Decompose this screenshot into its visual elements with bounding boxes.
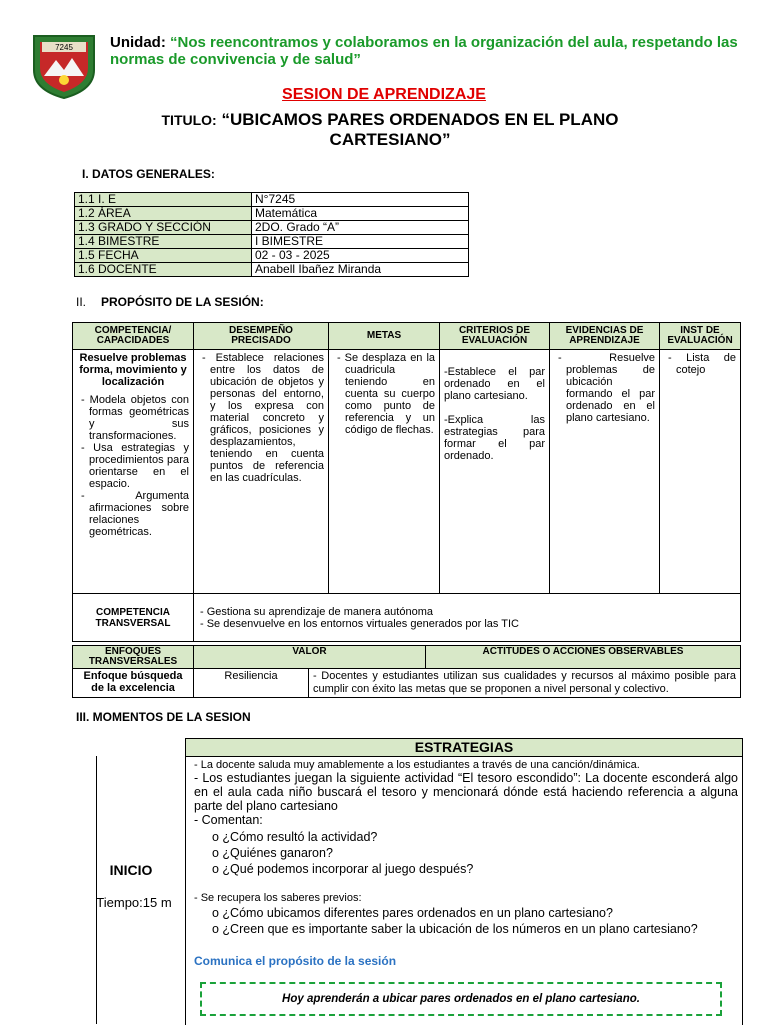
capacidad-item: - Modela objetos con formas geométricas y sus transformaciones.: [81, 394, 189, 442]
capacidad-item: - Argumenta afirmaciones sobre relaciones geométricas.: [81, 490, 189, 538]
desempeno-cell: [194, 350, 329, 594]
datos-value: Anabell Ibañez Miranda: [252, 263, 469, 277]
capacidad-item: - Usa estrategias y procedimientos para orientarse en el espacio.: [81, 442, 189, 490]
datos-table: [74, 192, 469, 277]
title-label: TITULO:: [161, 112, 217, 128]
desempeno-text: - Establece relaciones entre los datos de ubicación de objetos y personas del entorno, y los expresa con material concreto y gráficos, posiciones y desplazamientos, teniendo en cuenta puntos de referencia en las cuadrículas.: [202, 352, 324, 484]
header-desempeno: DESEMPEÑO PRECISADO: [194, 323, 329, 350]
unit-heading: [110, 34, 760, 68]
enfoque-name: Enfoque búsqueda de la excelencia: [73, 669, 194, 698]
strategy-line: - Se recupera los saberes previos:: [194, 892, 362, 904]
valor-name: Resiliencia: [194, 669, 309, 698]
lesson-title: [130, 110, 650, 149]
header-competencia: COMPETENCIA/ CAPACIDADES: [73, 323, 194, 350]
comunica-proposito: Comunica el propósito de la sesión: [194, 954, 397, 968]
logo-number: 7245: [55, 43, 73, 52]
instrumento-text: - Lista de cotejo: [668, 352, 736, 376]
header-evidencias: EVIDENCIAS DE APRENDIZAJE: [550, 323, 660, 350]
question-item: o ¿Cómo ubicamos diferentes pares ordenados en un plano cartesiano?: [212, 906, 613, 920]
datos-row: [75, 193, 469, 207]
strategy-line: - La docente saluda muy amablemente a los estudiantes a través de una canción/dinámica.: [194, 759, 640, 771]
competencia-cell: [73, 350, 194, 594]
header-metas: METAS: [329, 323, 440, 350]
competencia-name: Resuelve problemas forma, movimiento y localización: [79, 352, 187, 388]
proposito-table: [72, 322, 741, 642]
metas-cell: [329, 350, 440, 594]
inicio-column: [96, 756, 186, 1024]
header-actitudes: ACTITUDES O ACCIONES OBSERVABLES: [426, 646, 741, 669]
transversal-cell: [194, 594, 741, 642]
strategy-line: - Comentan:: [194, 813, 263, 827]
datos-row: [75, 235, 469, 249]
transversal-item: - Se desenvuelve en los entornos virtuales generados por las TIC: [200, 617, 519, 630]
estrategias-body: [186, 757, 742, 968]
criterio-item: -Establece el par ordenado en el plano cartesiano.: [444, 366, 545, 402]
proposito-statement: Hoy aprenderán a ubicar pares ordenados en el plano cartesiano.: [200, 982, 722, 1016]
title-text: “UBICAMOS PARES ORDENADOS EN EL PLANO CARTESIANO”: [221, 110, 619, 149]
unit-text: “Nos reencontramos y colaboramos en la organización del aula, respetando las normas de convivencia y de salud”: [110, 34, 738, 68]
instrumento-cell: [660, 350, 741, 594]
proposito-heading: PROPÓSITO DE LA SESIÓN:: [101, 295, 264, 309]
datos-heading: I. DATOS GENERALES:: [82, 167, 215, 181]
strategy-line: - Los estudiantes juegan la siguiente actividad “El tesoro escondido”: La docente esconderá algo en el aula cada niño buscará el tesoro y mencionará dónde está haciendo referencia a alguna parte del plano cartesiano: [194, 771, 738, 813]
proposito-num: II.: [76, 295, 87, 309]
question-item: o ¿Quiénes ganaron?: [212, 846, 333, 860]
datos-row: [75, 249, 469, 263]
session-title: SESION DE APRENDIZAJE: [282, 86, 486, 103]
question-item: o ¿Cómo resultó la actividad?: [212, 830, 378, 844]
datos-key: 1.3 GRADO Y SECCIÓN: [75, 221, 252, 235]
datos-row: [75, 207, 469, 221]
header-valor: VALOR: [194, 646, 426, 669]
datos-value: 02 - 03 - 2025: [252, 249, 469, 263]
header-enfoques: ENFOQUES TRANSVERSALES: [73, 646, 194, 669]
datos-key: 1.2 ÁREA: [75, 207, 252, 221]
inicio-label: INICIO: [109, 862, 153, 878]
datos-value: 2DO. Grado “A”: [252, 221, 469, 235]
enfoques-table: [72, 645, 741, 698]
question-item: o ¿Qué podemos incorporar al juego después?: [212, 862, 474, 876]
datos-key: 1.5 FECHA: [75, 249, 252, 263]
estrategias-header: ESTRATEGIAS: [186, 739, 742, 757]
criterio-item: -Explica las estrategias para formar el par ordenado.: [444, 414, 545, 462]
datos-value: Matemática: [252, 207, 469, 221]
metas-text: - Se desplaza en la cuadricula teniendo en cuenta su cuerpo como punto de referencia y un código de flechas.: [337, 352, 435, 436]
datos-key: 1.6 DOCENTE: [75, 263, 252, 277]
momentos-heading: III. MOMENTOS DE LA SESION: [76, 710, 251, 724]
tiempo-label: Tiempo:15 m: [96, 895, 172, 910]
evidencias-cell: [550, 350, 660, 594]
datos-value: I BIMESTRE: [252, 235, 469, 249]
evidencias-text: - Resuelve problemas de ubicación formando el par ordenado en el plano cartesiano.: [558, 352, 655, 424]
actitud-text: - Docentes y estudiantes utilizan sus cualidades y recursos al máximo posible para cumplir con éxito las metas que se proponen a nivel personal y colectivo.: [309, 669, 741, 698]
question-item: o ¿Creen que es importante saber la ubicación de los números en un plano cartesiano?: [212, 922, 698, 936]
transversal-item: - Gestiona su aprendizaje de manera autónoma: [200, 605, 433, 618]
transversal-label: COMPETENCIA TRANSVERSAL: [73, 594, 194, 642]
header-criterios: CRITERIOS DE EVALUACIÓN: [440, 323, 550, 350]
unit-label: Unidad:: [110, 34, 166, 51]
datos-key: 1.4 BIMESTRE: [75, 235, 252, 249]
datos-row: [75, 263, 469, 277]
datos-value: N°7245: [252, 193, 469, 207]
datos-row: [75, 221, 469, 235]
criterios-cell: [440, 350, 550, 594]
datos-key: 1.1 I. E: [75, 193, 252, 207]
header-instrumento: INST DE EVALUACIÓN: [660, 323, 741, 350]
